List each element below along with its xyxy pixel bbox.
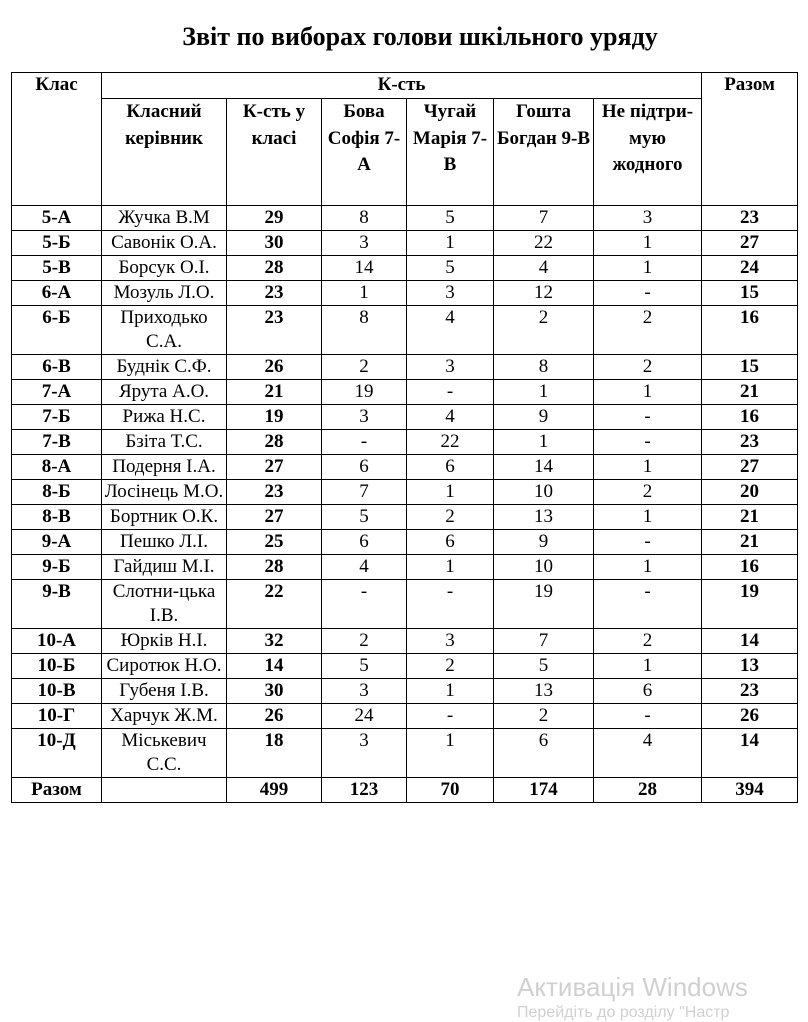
cell-class: 10-Б	[12, 654, 102, 679]
cell-none: 6	[594, 679, 702, 704]
cell-teacher: Ярута А.О.	[102, 380, 227, 405]
cell-total: 23	[702, 679, 798, 704]
header-candidate-3: Гошта Богдан 9-В	[494, 99, 594, 206]
cell-total: 16	[702, 405, 798, 430]
cell-candidate-2: 3	[407, 281, 494, 306]
cell-none: 1	[594, 455, 702, 480]
header-class: Клас	[12, 73, 102, 206]
table-row	[12, 480, 798, 505]
cell-none: -	[594, 530, 702, 555]
cell-class: 8-В	[12, 505, 102, 530]
header-candidate-2: Чугай Марія 7-В	[407, 99, 494, 206]
page-title: Звіт по виборах голови шкільного уряду	[182, 22, 658, 51]
cell-class-size: 26	[227, 704, 322, 729]
cell-class: 9-Б	[12, 555, 102, 580]
cell-candidate-3: 1	[494, 430, 594, 455]
cell-class-size: 23	[227, 480, 322, 505]
cell-candidate-3: 19	[494, 580, 594, 629]
cell-class: 6-Б	[12, 306, 102, 355]
cell-candidate-3: 2	[494, 704, 594, 729]
table-row	[12, 231, 798, 256]
totals-size: 499	[227, 778, 322, 803]
cell-teacher: Гайдиш М.І.	[102, 555, 227, 580]
cell-class-size: 21	[227, 380, 322, 405]
cell-class-size: 14	[227, 654, 322, 679]
cell-candidate-1: -	[322, 430, 407, 455]
cell-candidate-3: 13	[494, 505, 594, 530]
cell-class-size: 30	[227, 679, 322, 704]
cell-candidate-1: 3	[322, 729, 407, 778]
table-row	[12, 455, 798, 480]
cell-total: 24	[702, 256, 798, 281]
header-candidate-1: Бова Софія 7-А	[322, 99, 407, 206]
activation-watermark-sub: Перейдіть до розділу "Настр	[517, 1004, 730, 1021]
table-row	[12, 281, 798, 306]
cell-candidate-2: -	[407, 380, 494, 405]
cell-class-size: 27	[227, 505, 322, 530]
cell-teacher: Губеня І.В.	[102, 679, 227, 704]
cell-teacher: Приходько С.А.	[102, 306, 227, 355]
cell-candidate-1: 2	[322, 355, 407, 380]
cell-class: 7-А	[12, 380, 102, 405]
cell-candidate-1: 14	[322, 256, 407, 281]
cell-none: 1	[594, 505, 702, 530]
cell-total: 20	[702, 480, 798, 505]
totals-row	[12, 778, 798, 803]
cell-class-size: 19	[227, 405, 322, 430]
table-row	[12, 430, 798, 455]
cell-teacher: Жучка В.М	[102, 206, 227, 231]
cell-candidate-1: -	[322, 580, 407, 629]
cell-none: 2	[594, 355, 702, 380]
cell-class: 10-Г	[12, 704, 102, 729]
cell-candidate-2: 1	[407, 231, 494, 256]
table-row	[12, 555, 798, 580]
cell-class: 10-А	[12, 629, 102, 654]
cell-candidate-2: 22	[407, 430, 494, 455]
cell-candidate-1: 6	[322, 455, 407, 480]
cell-candidate-1: 3	[322, 405, 407, 430]
cell-none: 4	[594, 729, 702, 778]
cell-teacher: Мозуль Л.О.	[102, 281, 227, 306]
cell-candidate-3: 10	[494, 480, 594, 505]
cell-none: 2	[594, 306, 702, 355]
cell-candidate-3: 2	[494, 306, 594, 355]
cell-candidate-2: 3	[407, 355, 494, 380]
cell-teacher: Пешко Л.І.	[102, 530, 227, 555]
header-class-size: К-сть у класі	[227, 99, 322, 206]
cell-class: 8-А	[12, 455, 102, 480]
cell-candidate-1: 3	[322, 231, 407, 256]
cell-none: 1	[594, 231, 702, 256]
cell-candidate-2: 3	[407, 629, 494, 654]
cell-class: 8-Б	[12, 480, 102, 505]
cell-teacher: Буднік С.Ф.	[102, 355, 227, 380]
cell-none: 3	[594, 206, 702, 231]
cell-candidate-3: 13	[494, 679, 594, 704]
cell-class: 9-А	[12, 530, 102, 555]
cell-candidate-1: 8	[322, 306, 407, 355]
cell-none: -	[594, 704, 702, 729]
cell-teacher: Савонік О.А.	[102, 231, 227, 256]
cell-candidate-2: 6	[407, 530, 494, 555]
cell-teacher: Подерня І.А.	[102, 455, 227, 480]
totals-candidate-2: 70	[407, 778, 494, 803]
cell-total: 27	[702, 231, 798, 256]
table-body	[12, 206, 798, 778]
cell-teacher: Бзіта Т.С.	[102, 430, 227, 455]
cell-class: 10-Д	[12, 729, 102, 778]
totals-none: 28	[594, 778, 702, 803]
cell-candidate-2: 1	[407, 555, 494, 580]
table-row	[12, 306, 798, 355]
cell-total: 21	[702, 530, 798, 555]
cell-candidate-2: 2	[407, 505, 494, 530]
cell-teacher: Слотни-цька І.В.	[102, 580, 227, 629]
cell-total: 26	[702, 704, 798, 729]
cell-none: 1	[594, 256, 702, 281]
cell-total: 14	[702, 629, 798, 654]
cell-class-size: 28	[227, 555, 322, 580]
cell-teacher: Юрків Н.І.	[102, 629, 227, 654]
cell-total: 16	[702, 555, 798, 580]
cell-teacher: Сиротюк Н.О.	[102, 654, 227, 679]
table-row	[12, 580, 798, 629]
cell-candidate-2: 5	[407, 206, 494, 231]
cell-class: 9-В	[12, 580, 102, 629]
cell-candidate-2: 4	[407, 306, 494, 355]
table-row	[12, 679, 798, 704]
cell-total: 27	[702, 455, 798, 480]
cell-teacher: Бортник О.К.	[102, 505, 227, 530]
cell-none: 1	[594, 555, 702, 580]
cell-candidate-1: 6	[322, 530, 407, 555]
cell-none: 2	[594, 629, 702, 654]
cell-total: 15	[702, 281, 798, 306]
cell-none: 1	[594, 380, 702, 405]
table-row	[12, 380, 798, 405]
cell-candidate-1: 5	[322, 654, 407, 679]
cell-total: 23	[702, 206, 798, 231]
table-row	[12, 729, 798, 778]
cell-class: 7-Б	[12, 405, 102, 430]
cell-candidate-3: 4	[494, 256, 594, 281]
cell-total: 16	[702, 306, 798, 355]
cell-total: 15	[702, 355, 798, 380]
cell-class: 5-Б	[12, 231, 102, 256]
cell-total: 19	[702, 580, 798, 629]
cell-candidate-1: 8	[322, 206, 407, 231]
cell-candidate-3: 14	[494, 455, 594, 480]
cell-candidate-1: 4	[322, 555, 407, 580]
cell-candidate-3: 7	[494, 206, 594, 231]
cell-candidate-3: 9	[494, 530, 594, 555]
table-row	[12, 505, 798, 530]
cell-total: 23	[702, 430, 798, 455]
cell-candidate-3: 9	[494, 405, 594, 430]
header-row-top	[12, 73, 798, 99]
election-report-table	[11, 72, 798, 803]
table-row	[12, 256, 798, 281]
cell-teacher: Рижа Н.С.	[102, 405, 227, 430]
header-teacher: Класний керівник	[102, 99, 227, 206]
cell-candidate-3: 7	[494, 629, 594, 654]
header-total: Разом	[702, 73, 798, 206]
cell-candidate-3: 10	[494, 555, 594, 580]
cell-class-size: 28	[227, 430, 322, 455]
table-row	[12, 405, 798, 430]
cell-candidate-3: 1	[494, 380, 594, 405]
cell-candidate-1: 19	[322, 380, 407, 405]
cell-class-size: 27	[227, 455, 322, 480]
cell-candidate-1: 2	[322, 629, 407, 654]
cell-candidate-2: -	[407, 704, 494, 729]
cell-class-size: 26	[227, 355, 322, 380]
cell-class-size: 29	[227, 206, 322, 231]
cell-none: -	[594, 580, 702, 629]
activation-watermark: Активація Windows	[517, 972, 748, 1002]
table-row	[12, 704, 798, 729]
cell-candidate-1: 7	[322, 480, 407, 505]
cell-candidate-2: 1	[407, 679, 494, 704]
cell-none: -	[594, 430, 702, 455]
cell-class-size: 18	[227, 729, 322, 778]
table-row	[12, 629, 798, 654]
cell-teacher: Міськевич С.С.	[102, 729, 227, 778]
cell-candidate-3: 22	[494, 231, 594, 256]
totals-candidate-1: 123	[322, 778, 407, 803]
cell-total: 21	[702, 505, 798, 530]
cell-class-size: 23	[227, 281, 322, 306]
cell-class-size: 25	[227, 530, 322, 555]
totals-total: 394	[702, 778, 798, 803]
cell-class-size: 22	[227, 580, 322, 629]
cell-class: 10-В	[12, 679, 102, 704]
cell-candidate-1: 5	[322, 505, 407, 530]
totals-label: Разом	[12, 778, 102, 803]
cell-class-size: 23	[227, 306, 322, 355]
cell-total: 14	[702, 729, 798, 778]
table-row	[12, 530, 798, 555]
cell-teacher: Лосінець М.О.	[102, 480, 227, 505]
cell-class: 5-В	[12, 256, 102, 281]
cell-class: 7-В	[12, 430, 102, 455]
cell-candidate-2: 4	[407, 405, 494, 430]
cell-candidate-1: 3	[322, 679, 407, 704]
cell-none: -	[594, 281, 702, 306]
cell-none: 1	[594, 654, 702, 679]
cell-candidate-3: 12	[494, 281, 594, 306]
totals-candidate-3: 174	[494, 778, 594, 803]
table-row	[12, 206, 798, 231]
cell-total: 21	[702, 380, 798, 405]
cell-teacher: Борсук О.І.	[102, 256, 227, 281]
cell-candidate-1: 24	[322, 704, 407, 729]
cell-none: -	[594, 405, 702, 430]
cell-candidate-3: 6	[494, 729, 594, 778]
cell-candidate-2: -	[407, 580, 494, 629]
cell-class-size: 32	[227, 629, 322, 654]
cell-class-size: 28	[227, 256, 322, 281]
cell-candidate-2: 1	[407, 480, 494, 505]
cell-class: 5-А	[12, 206, 102, 231]
cell-none: 2	[594, 480, 702, 505]
cell-candidate-3: 8	[494, 355, 594, 380]
cell-class: 6-В	[12, 355, 102, 380]
cell-candidate-2: 5	[407, 256, 494, 281]
cell-candidate-2: 6	[407, 455, 494, 480]
cell-candidate-2: 1	[407, 729, 494, 778]
totals-teacher-empty	[102, 778, 227, 803]
cell-teacher: Харчук Ж.М.	[102, 704, 227, 729]
cell-candidate-3: 5	[494, 654, 594, 679]
cell-class: 6-А	[12, 281, 102, 306]
table-row	[12, 654, 798, 679]
header-row-sub	[12, 99, 798, 206]
cell-candidate-1: 1	[322, 281, 407, 306]
header-none: Не підтри-мую жодного	[594, 99, 702, 206]
cell-class-size: 30	[227, 231, 322, 256]
cell-total: 13	[702, 654, 798, 679]
header-count-group: К-сть	[102, 73, 702, 99]
table-row	[12, 355, 798, 380]
cell-candidate-2: 2	[407, 654, 494, 679]
